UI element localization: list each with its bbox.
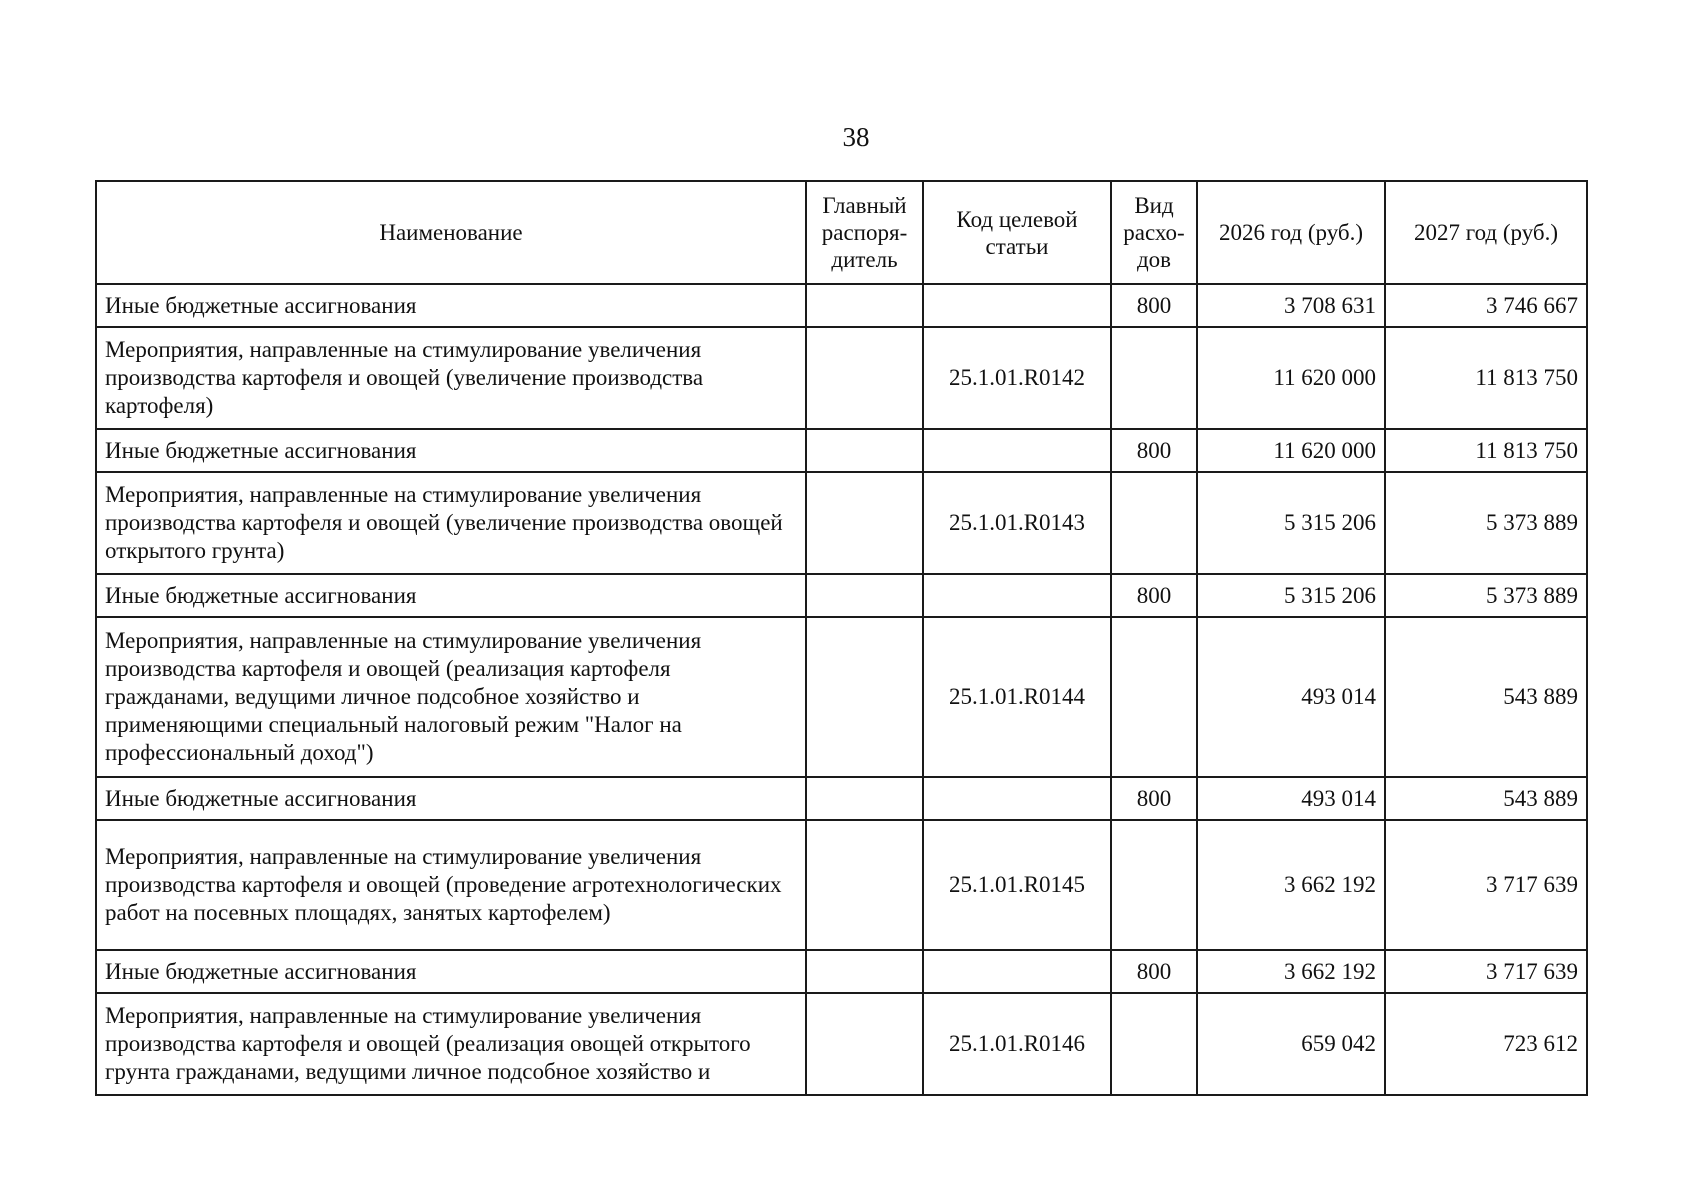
row-name: Иные бюджетные ассигнования [96, 950, 806, 993]
row-expense-type: 800 [1111, 950, 1197, 993]
row-expense-type: 800 [1111, 777, 1197, 820]
row-2026: 493 014 [1197, 617, 1385, 777]
row-expense-type [1111, 993, 1197, 1095]
row-manager [806, 993, 923, 1095]
row-expense-type [1111, 472, 1197, 574]
table-row [96, 617, 1587, 777]
row-2027: 3 717 639 [1385, 820, 1587, 950]
row-name: Мероприятия, направленные на стимулирование увеличения производства картофеля и овощей (реализация картофеля гражданами, ведущими личное подсобное хозяйство и применяющими специальный налоговый режим "Налог на профессиональный доход") [96, 617, 806, 777]
table-row [96, 993, 1587, 1095]
page-number: 38 [842, 122, 870, 152]
row-name: Мероприятия, направленные на стимулирование увеличения производства картофеля и овощей (проведение агротехнологических работ на посевных площадях, занятых картофелем) [96, 820, 806, 950]
table-row [96, 574, 1587, 617]
row-name: Мероприятия, направленные на стимулирование увеличения производства картофеля и овощей (увеличение производства овощей открытого грунта) [96, 472, 806, 574]
row-2027: 543 889 [1385, 777, 1587, 820]
row-2026: 5 315 206 [1197, 574, 1385, 617]
table-row [96, 777, 1587, 820]
row-2027: 11 813 750 [1385, 429, 1587, 472]
row-2026: 3 662 192 [1197, 820, 1385, 950]
row-expense-type [1111, 820, 1197, 950]
row-2027: 5 373 889 [1385, 472, 1587, 574]
row-code: 25.1.01.R0145 [923, 820, 1111, 950]
row-2027: 3 717 639 [1385, 950, 1587, 993]
table-row [96, 472, 1587, 574]
row-2026: 3 708 631 [1197, 284, 1385, 327]
row-manager [806, 327, 923, 429]
row-manager [806, 429, 923, 472]
row-name: Мероприятия, направленные на стимулирование увеличения производства картофеля и овощей (увеличение производства картофеля) [96, 327, 806, 429]
row-code [923, 429, 1111, 472]
table-header-row [96, 181, 1587, 284]
row-expense-type [1111, 327, 1197, 429]
row-name: Иные бюджетные ассигнования [96, 777, 806, 820]
row-2027: 11 813 750 [1385, 327, 1587, 429]
header-code: Код целевой статьи [923, 181, 1111, 284]
header-2027: 2027 год (руб.) [1385, 181, 1587, 284]
row-code: 25.1.01.R0142 [923, 327, 1111, 429]
row-manager [806, 472, 923, 574]
row-code [923, 284, 1111, 327]
header-manager: Главный распоря-дитель [806, 181, 923, 284]
table-row [96, 284, 1587, 327]
row-name: Мероприятия, направленные на стимулирование увеличения производства картофеля и овощей (реализация овощей открытого грунта гражданами, ведущими личное подсобное хозяйство и [96, 993, 806, 1095]
row-expense-type: 800 [1111, 429, 1197, 472]
row-name: Иные бюджетные ассигнования [96, 429, 806, 472]
row-manager [806, 574, 923, 617]
row-code: 25.1.01.R0146 [923, 993, 1111, 1095]
row-2027: 543 889 [1385, 617, 1587, 777]
row-2027: 723 612 [1385, 993, 1587, 1095]
table-row [96, 327, 1587, 429]
row-2027: 5 373 889 [1385, 574, 1587, 617]
row-2027: 3 746 667 [1385, 284, 1587, 327]
row-2026: 11 620 000 [1197, 429, 1385, 472]
row-name: Иные бюджетные ассигнования [96, 574, 806, 617]
row-manager [806, 777, 923, 820]
row-2026: 5 315 206 [1197, 472, 1385, 574]
row-code [923, 777, 1111, 820]
row-2026: 3 662 192 [1197, 950, 1385, 993]
row-manager [806, 950, 923, 993]
row-2026: 659 042 [1197, 993, 1385, 1095]
header-name: Наименование [96, 181, 806, 284]
row-code: 25.1.01.R0144 [923, 617, 1111, 777]
table-row [96, 950, 1587, 993]
budget-table [95, 180, 1588, 1096]
table-row [96, 820, 1587, 950]
table-row [96, 429, 1587, 472]
row-expense-type: 800 [1111, 284, 1197, 327]
row-2026: 493 014 [1197, 777, 1385, 820]
row-manager [806, 617, 923, 777]
row-2026: 11 620 000 [1197, 327, 1385, 429]
row-expense-type [1111, 617, 1197, 777]
row-code: 25.1.01.R0143 [923, 472, 1111, 574]
row-name: Иные бюджетные ассигнования [96, 284, 806, 327]
row-code [923, 950, 1111, 993]
header-2026: 2026 год (руб.) [1197, 181, 1385, 284]
row-expense-type: 800 [1111, 574, 1197, 617]
row-code [923, 574, 1111, 617]
row-manager [806, 284, 923, 327]
row-manager [806, 820, 923, 950]
header-expense-type: Вид расхо-дов [1111, 181, 1197, 284]
